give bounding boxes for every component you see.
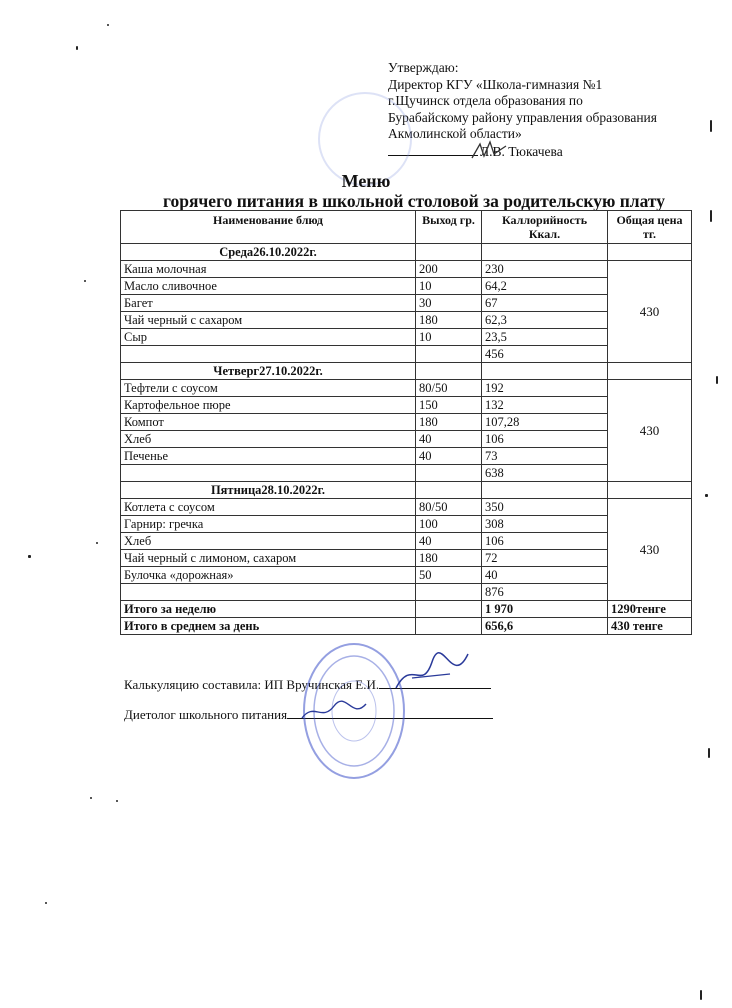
scan-speck [45, 902, 47, 904]
day-header-row [121, 482, 692, 499]
day-total-kcal: 456 [482, 346, 608, 363]
total-kcal: 656,6 [482, 618, 608, 635]
table-row [121, 397, 692, 414]
day-price: 430 [608, 261, 692, 363]
dish-kcal: 106 [482, 431, 608, 448]
dish-kcal: 106 [482, 533, 608, 550]
empty-cell [121, 584, 416, 601]
approval-line-3: Бурабайскому району управления образования [388, 109, 657, 125]
table-row [121, 448, 692, 465]
dish-kcal: 64,2 [482, 278, 608, 295]
total-label: Итого за неделю [121, 601, 416, 618]
approval-block [388, 60, 657, 160]
empty-cell [416, 244, 482, 261]
dish-name: Картофельное пюре [121, 397, 416, 414]
dish-yield: 10 [416, 329, 482, 346]
table-row [121, 312, 692, 329]
scan-speck [710, 210, 712, 222]
dish-name: Гарнир: гречка [121, 516, 416, 533]
day-price: 430 [608, 380, 692, 482]
dish-yield: 100 [416, 516, 482, 533]
day-total-row [121, 465, 692, 482]
dish-kcal: 192 [482, 380, 608, 397]
table-row [121, 567, 692, 584]
day-total-row [121, 346, 692, 363]
scan-speck [116, 800, 118, 802]
dish-name: Печенье [121, 448, 416, 465]
dietitian-signature [300, 698, 370, 726]
approval-signature-line [388, 143, 657, 161]
total-label: Итого в среднем за день [121, 618, 416, 635]
menu-body [121, 244, 692, 635]
dish-name: Хлеб [121, 533, 416, 550]
dish-kcal: 62,3 [482, 312, 608, 329]
dish-yield: 180 [416, 550, 482, 567]
dish-kcal: 350 [482, 499, 608, 516]
table-header-row [121, 211, 692, 244]
dish-name: Компот [121, 414, 416, 431]
approval-line-2: г.Щучинск отдела образования по [388, 93, 583, 108]
empty-cell [416, 363, 482, 380]
scan-speck [708, 748, 710, 758]
dietitian-label: Диетолог школьного питания [124, 707, 288, 722]
day-label: Пятница28.10.2022г. [121, 482, 416, 499]
empty-cell [482, 363, 608, 380]
scan-speck [700, 990, 702, 1000]
dish-kcal: 230 [482, 261, 608, 278]
dish-yield: 150 [416, 397, 482, 414]
approval-heading: Утверждаю: [388, 60, 459, 75]
scan-speck [716, 376, 718, 384]
day-total-kcal: 876 [482, 584, 608, 601]
empty-cell [482, 244, 608, 261]
header-calories: Каллорийность Ккал. [482, 211, 608, 244]
day-total-kcal: 638 [482, 465, 608, 482]
dish-kcal: 40 [482, 567, 608, 584]
dish-yield: 40 [416, 533, 482, 550]
dish-name: Хлеб [121, 431, 416, 448]
week-total-row [121, 601, 692, 618]
table-row [121, 295, 692, 312]
day-price: 430 [608, 499, 692, 601]
dish-kcal: 67 [482, 295, 608, 312]
empty-cell [608, 482, 692, 499]
dish-yield: 80/50 [416, 499, 482, 516]
header-yield: Выход гр. [416, 211, 482, 244]
dish-yield: 180 [416, 312, 482, 329]
header-dish: Наименование блюд [121, 211, 416, 244]
dish-yield: 40 [416, 431, 482, 448]
dish-yield: 50 [416, 567, 482, 584]
table-row [121, 431, 692, 448]
table-row [121, 380, 692, 397]
dish-yield: 40 [416, 448, 482, 465]
table-row [121, 533, 692, 550]
page-subtitle: горячего питания в школьной столовой за родительскую плату [162, 191, 666, 211]
dish-yield: 180 [416, 414, 482, 431]
approval-line-4: Акмолинской области» [388, 126, 522, 141]
total-kcal: 1 970 [482, 601, 608, 618]
approval-signatory: Л.В. Тюкачева [480, 143, 563, 159]
table-row [121, 499, 692, 516]
header-price: Общая цена тг. [608, 211, 692, 244]
calculation-signature [392, 648, 472, 698]
dish-yield: 80/50 [416, 380, 482, 397]
empty-cell [416, 482, 482, 499]
table-row [121, 550, 692, 567]
day-header-row [121, 363, 692, 380]
scan-speck [96, 542, 98, 544]
scan-speck [107, 24, 109, 26]
dish-name: Сыр [121, 329, 416, 346]
table-row [121, 516, 692, 533]
empty-cell [482, 482, 608, 499]
empty-cell [416, 346, 482, 363]
scan-speck [90, 797, 92, 799]
dish-name: Масло сливочное [121, 278, 416, 295]
empty-cell [608, 244, 692, 261]
empty-cell [416, 584, 482, 601]
daily-average-row [121, 618, 692, 635]
menu-table [120, 210, 692, 635]
dish-yield: 10 [416, 278, 482, 295]
scan-speck [84, 280, 86, 282]
dish-kcal: 73 [482, 448, 608, 465]
page-title: Меню [341, 171, 391, 191]
table-row [121, 329, 692, 346]
empty-cell [121, 465, 416, 482]
dish-name: Чай черный с сахаром [121, 312, 416, 329]
dish-name: Багет [121, 295, 416, 312]
day-label: Среда26.10.2022г. [121, 244, 416, 261]
dish-kcal: 23,5 [482, 329, 608, 346]
scan-speck [76, 46, 78, 50]
empty-cell [608, 363, 692, 380]
total-price: 1290тенге [608, 601, 692, 618]
scan-speck [705, 494, 708, 497]
dish-kcal: 72 [482, 550, 608, 567]
dish-name: Котлета с соусом [121, 499, 416, 516]
dish-kcal: 308 [482, 516, 608, 533]
dish-yield: 200 [416, 261, 482, 278]
empty-cell [416, 618, 482, 635]
table-row [121, 261, 692, 278]
approval-line-1: Директор КГУ «Школа-гимназия №1 [388, 76, 603, 92]
table-row [121, 414, 692, 431]
director-signature [470, 140, 510, 162]
day-total-row [121, 584, 692, 601]
dish-kcal: 107,28 [482, 414, 608, 431]
empty-cell [416, 601, 482, 618]
day-header-row [121, 244, 692, 261]
dish-kcal: 132 [482, 397, 608, 414]
day-label: Четверг27.10.2022г. [121, 363, 416, 380]
scan-speck [28, 555, 31, 558]
dish-yield: 30 [416, 295, 482, 312]
dish-name: Тефтели с соусом [121, 380, 416, 397]
calculation-label: Калькуляцию составила: ИП Вручинская Е.И. [124, 677, 380, 692]
dish-name: Каша молочная [121, 261, 416, 278]
table-row [121, 278, 692, 295]
total-price: 430 тенге [608, 618, 692, 635]
dish-name: Булочка «дорожная» [121, 567, 416, 584]
empty-cell [416, 465, 482, 482]
empty-cell [121, 346, 416, 363]
scan-speck [710, 120, 712, 132]
dish-name: Чай черный с лимоном, сахаром [121, 550, 416, 567]
